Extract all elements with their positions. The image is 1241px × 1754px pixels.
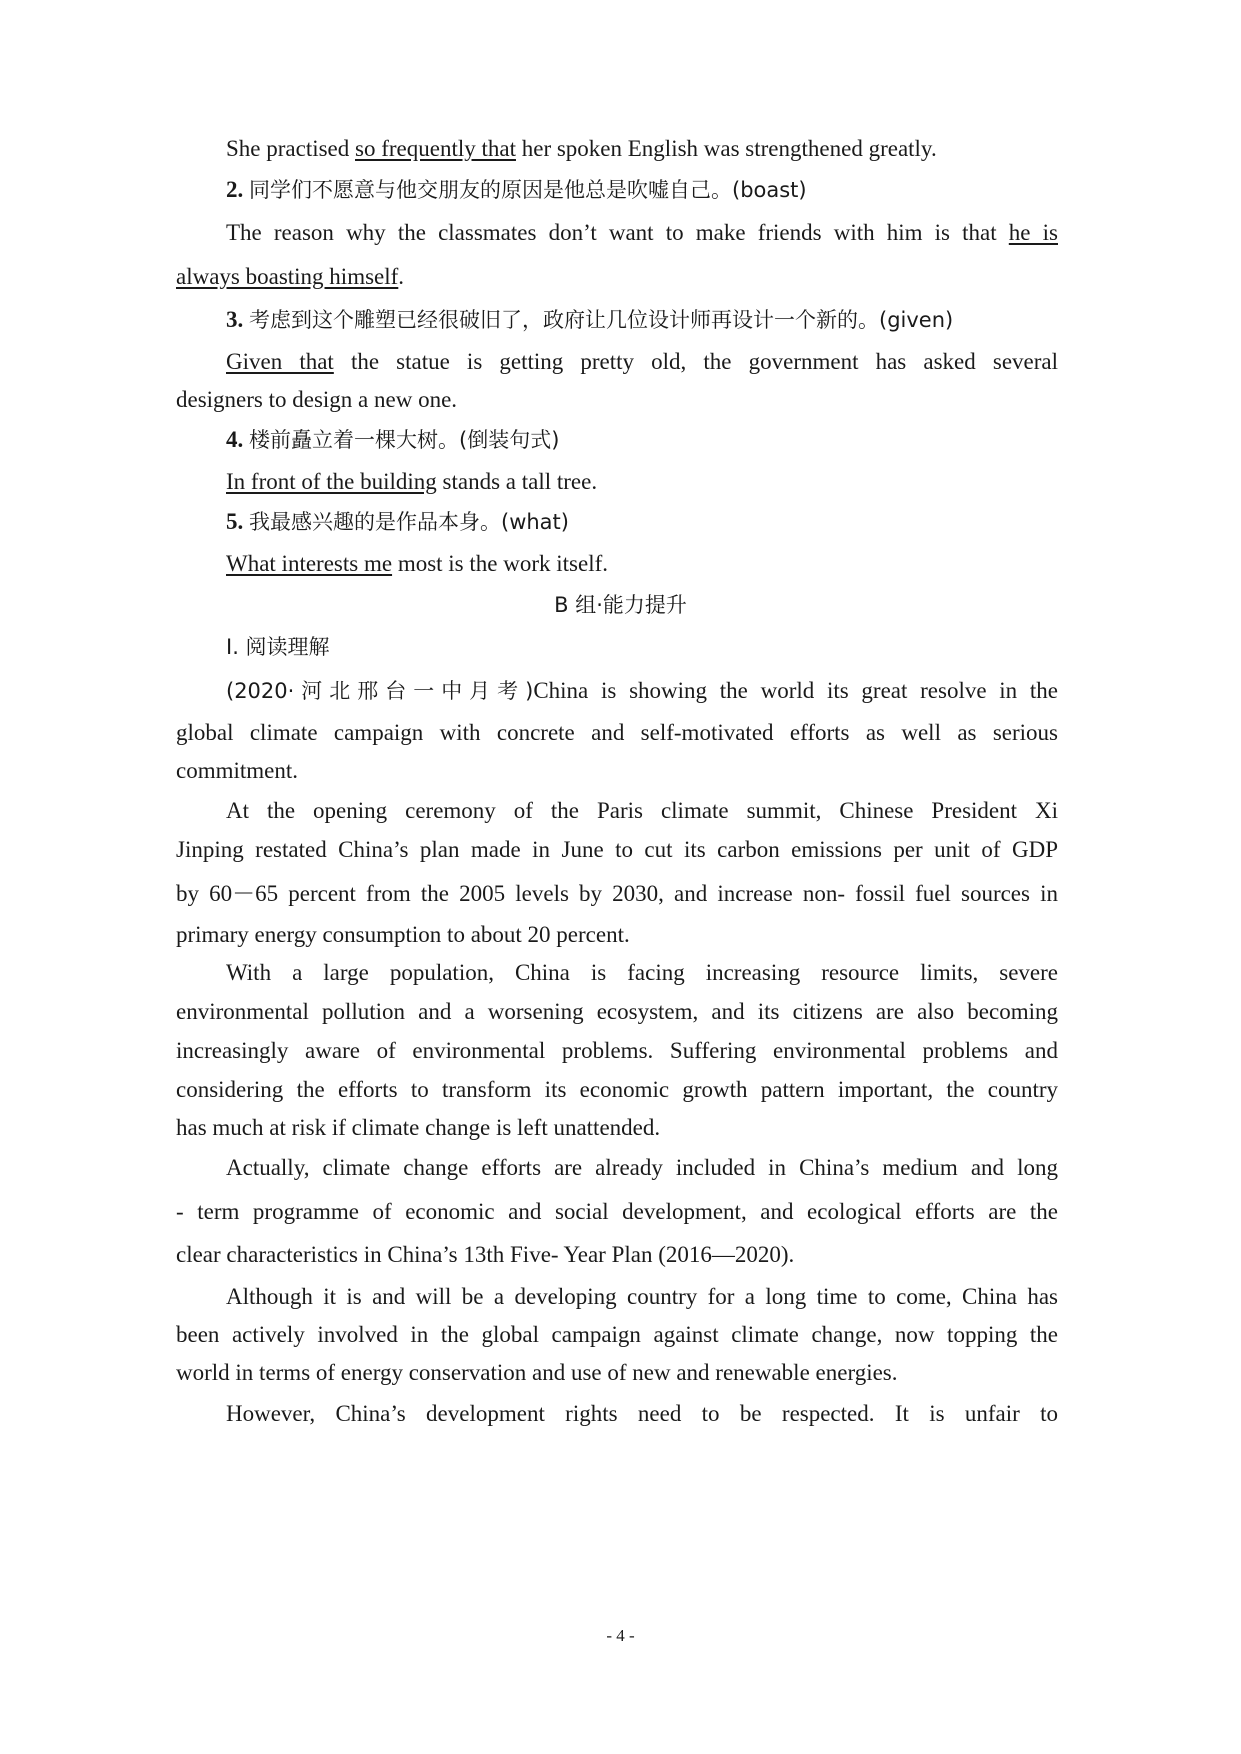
answer-line-5 <box>226 549 1058 579</box>
passage-p3-line2: environmental pollution and a worsening ecosystem, and its citizens are also becoming <box>176 999 1058 1024</box>
item-prompt: 我最感兴趣的是作品本身。(what) <box>249 510 569 534</box>
passage-p3-line5: has much at risk if climate change is left unattended. <box>176 1115 661 1140</box>
answer-line-1 <box>226 134 1058 164</box>
answer-line-3b: designers to design a new one. <box>176 387 458 412</box>
answer-text: stands a tall tree. <box>436 469 598 494</box>
answer-underlined: What interests me <box>226 551 393 576</box>
item-prompt: 考虑到这个雕塑已经很破旧了，政府让几位设计师再设计一个新的。(given) <box>249 308 954 332</box>
answer-underlined: In front of the building <box>226 469 437 494</box>
passage-p4-line3: clear characteristics in China’s 13th Five- Year Plan (2016—2020). <box>176 1242 795 1267</box>
subsection-title: Ⅰ. 阅读理解 <box>226 635 330 659</box>
item-number: 5. <box>226 509 244 534</box>
passage-p6-line1: However, China’s development rights need to be respected. It is unfair to <box>226 1401 1058 1426</box>
passage-p4-line1: Actually, climate change efforts are already included in China’s medium and long <box>226 1155 1058 1180</box>
item-number: 4. <box>226 427 244 452</box>
passage-p5-line3: world in terms of energy conservation and use of new and renewable energies. <box>176 1360 898 1385</box>
passage-p1-line3: commitment. <box>176 758 299 783</box>
exercise-item-4 <box>226 425 1058 455</box>
passage-p5-line2: been actively involved in the global campaign against climate change, now topping the <box>176 1322 1058 1347</box>
passage-p3-line1: With a large population, China is facing increasing resource limits, severe <box>226 960 1058 985</box>
passage-p1-line2: global climate campaign with concrete and self-motivated efforts as well as serious <box>176 720 1058 745</box>
passage-p2-line4: primary energy consumption to about 20 percent. <box>176 922 630 947</box>
answer-text: . <box>398 264 405 289</box>
item-number: 2. <box>226 177 244 202</box>
item-prompt: 楼前矗立着一棵大树。(倒装句式) <box>249 428 560 452</box>
exercise-item-3 <box>226 305 1058 335</box>
answer-underlined: so frequently that <box>355 136 516 161</box>
page-number: - 4 - <box>606 1626 635 1645</box>
passage-source: (2020·河北邢台一中月考) <box>226 679 534 703</box>
answer-text: most is the work itself. <box>392 551 608 576</box>
passage-p3-line4: considering the efforts to transform its economic growth pattern important, the country <box>176 1077 1058 1102</box>
passage-p4-line2: - term programme of economic and social development, and ecological efforts are the <box>176 1199 1058 1224</box>
passage-p2-line1: At the opening ceremony of the Paris climate summit, Chinese President Xi <box>226 798 1058 823</box>
answer-line-3a <box>226 347 1058 377</box>
exercise-item-5 <box>226 507 1058 537</box>
answer-underlined: he is <box>1008 220 1058 245</box>
exercise-item-2 <box>226 175 1058 205</box>
answer-text: The reason why the classmates don’t want to make friends with him is that <box>226 220 1009 245</box>
section-title: B 组·能力提升 <box>554 593 687 617</box>
answer-underlined: always boasting himself <box>176 264 399 289</box>
passage-p5-line1: Although it is and will be a developing country for a long time to come, China has <box>226 1284 1058 1309</box>
answer-line-2a <box>226 218 1058 248</box>
answer-text: the statue is getting pretty old, the government has asked several <box>333 349 1058 374</box>
passage-p1-line1 <box>226 676 1058 706</box>
passage-p2-line3: by 60－65 percent from the 2005 levels by 2030, and increase non- fossil fuel sources in <box>176 881 1058 906</box>
passage-p3-line3: increasingly aware of environmental problems. Suffering environmental problems and <box>176 1038 1058 1063</box>
answer-text: her spoken English was strengthened greatly. <box>515 136 937 161</box>
answer-underlined: Given that <box>226 349 334 374</box>
answer-line-2b <box>176 262 1058 292</box>
item-number: 3. <box>226 307 244 332</box>
answer-line-4 <box>226 467 1058 497</box>
answer-text: She practised <box>226 136 356 161</box>
item-prompt: 同学们不愿意与他交朋友的原因是他总是吹嘘自己。(boast) <box>249 178 807 202</box>
passage-text: China is showing the world its great resolve in the <box>533 678 1058 703</box>
passage-p2-line2: Jinping restated China’s plan made in June to cut its carbon emissions per unit of GDP <box>176 837 1058 862</box>
